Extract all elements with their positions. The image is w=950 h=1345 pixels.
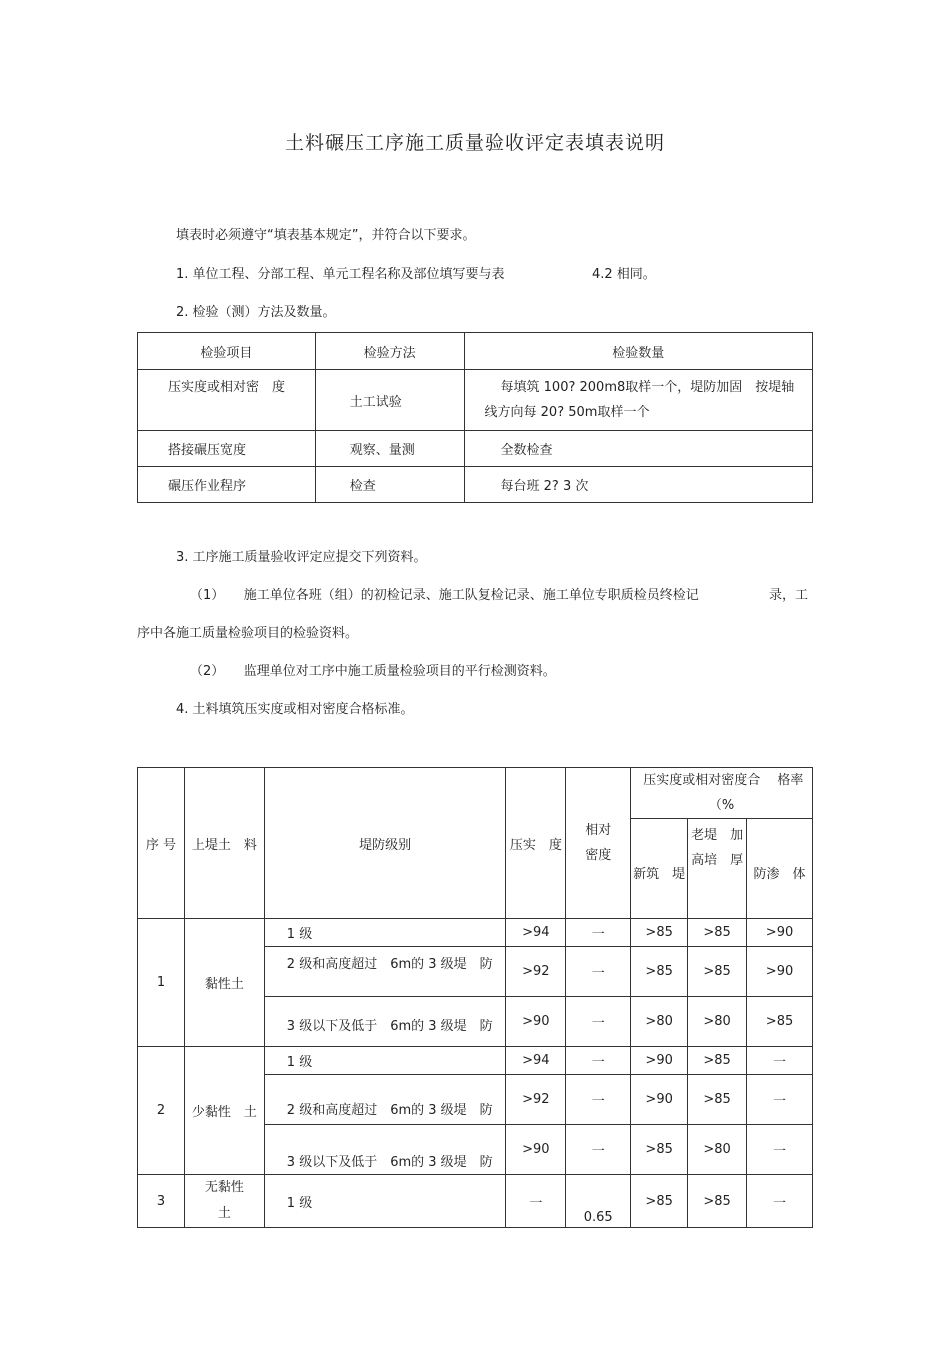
seepage-cell: >90 xyxy=(747,919,813,947)
relative-cell: 一 xyxy=(566,1075,631,1125)
relative-cell: 一 xyxy=(566,1125,631,1175)
level-cell: 1 级 xyxy=(264,1047,506,1075)
quantity-line-2: 线方向每 20? 50m取样一个 xyxy=(484,405,650,420)
level-cell: 2 级和高度超过 6m的 3 级堤 防 xyxy=(264,947,506,997)
header-seepage: 防渗 体 xyxy=(747,819,813,919)
old-cell: >85 xyxy=(688,947,747,997)
seepage-cell: >85 xyxy=(747,997,813,1047)
item-1-ref: 4.2 相同。 xyxy=(592,267,656,282)
header-method: 检验方法 xyxy=(315,333,464,370)
soil-line-1: 无黏性 xyxy=(204,1180,244,1195)
level-cell: 3 级以下及低于 6m的 3 级堤 防 xyxy=(264,997,506,1047)
compaction-cell: >94 xyxy=(506,919,566,947)
item-3-1-cont: 序中各施工质量检验项目的检验资料。 xyxy=(137,626,359,641)
new-cell: >90 xyxy=(631,1047,688,1075)
item-3-text: 3. 工序施工质量验收评定应提交下列资料。 xyxy=(176,550,427,565)
header-pass-rate xyxy=(631,768,813,819)
new-cell: >90 xyxy=(631,1075,688,1125)
table-cell: 碾压作业程序 xyxy=(138,467,316,503)
item-3-1-tail: 录，工 xyxy=(769,588,809,603)
seepage-cell: 一 xyxy=(747,1175,813,1228)
compaction-cell: >94 xyxy=(506,1047,566,1075)
header-item: 检验项目 xyxy=(138,333,316,370)
old-cell: >80 xyxy=(688,997,747,1047)
seepage-cell: 一 xyxy=(747,1125,813,1175)
new-cell: >85 xyxy=(631,947,688,997)
seq-cell: 1 xyxy=(138,919,185,1047)
intro-text: 填表时必须遵守“填表基本规定”，并符合以下要求。 xyxy=(176,228,476,243)
soil-cell: 黏性土 xyxy=(184,919,264,1047)
header-new-dike: 新筑 堤 xyxy=(631,819,688,919)
table-cell xyxy=(464,370,812,431)
relative-cell: 一 xyxy=(566,947,631,997)
compaction-cell: >90 xyxy=(506,1125,566,1175)
table-cell: 土工试验 xyxy=(315,370,464,431)
header-level: 堤防级别 xyxy=(264,768,506,919)
quantity-line-1: 每填筑 100? 200m8取样一个，堤防加固 按堤轴 xyxy=(500,380,795,395)
compaction-cell: 一 xyxy=(506,1175,566,1228)
table-cell: 搭接碾压宽度 xyxy=(138,431,316,467)
table-cell: 压实度或相对密 度 xyxy=(138,370,316,431)
new-cell: >80 xyxy=(631,997,688,1047)
item-4-text: 4. 土料填筑压实度或相对密度合格标准。 xyxy=(176,702,414,717)
table-cell: 每台班 2? 3 次 xyxy=(464,467,812,503)
old-cell: >80 xyxy=(688,1125,747,1175)
header-soil: 上堤土 料 xyxy=(184,768,264,919)
new-cell: >85 xyxy=(631,919,688,947)
item-1-text: 1. 单位工程、分部工程、单元工程名称及部位填写要与表 xyxy=(176,267,505,282)
new-cell: >85 xyxy=(631,1175,688,1228)
table-cell: 全数检查 xyxy=(464,431,812,467)
soil-line-2: 土 xyxy=(217,1206,231,1221)
level-cell: 2 级和高度超过 6m的 3 级堤 防 xyxy=(264,1075,506,1125)
header-quantity: 检验数量 xyxy=(464,333,812,370)
header-relative-density xyxy=(566,768,631,919)
seepage-cell: 一 xyxy=(747,1047,813,1075)
new-cell: >85 xyxy=(631,1125,688,1175)
table-cell: 检查 xyxy=(315,467,464,503)
item-3-2-text: （2） 监理单位对工序中施工质量检验项目的平行检测资料。 xyxy=(190,664,556,679)
header-compaction: 压实 度 xyxy=(506,768,566,919)
inspection-method-table xyxy=(137,332,813,503)
seq-cell: 2 xyxy=(138,1047,185,1175)
old-cell: >85 xyxy=(688,1047,747,1075)
page-title: 土料碾压工序施工质量验收评定表填表说明 xyxy=(284,132,665,154)
relative-cell: 一 xyxy=(566,1047,631,1075)
old-cell: >85 xyxy=(688,1075,747,1125)
header-old-line-2: 高培 厚 xyxy=(691,853,744,868)
compaction-cell: >92 xyxy=(506,1075,566,1125)
seepage-cell: 一 xyxy=(747,1075,813,1125)
header-relative-line-1: 相对 xyxy=(585,823,612,838)
item-2-text: 2. 检验（测）方法及数量。 xyxy=(176,305,336,320)
level-cell: 1 级 xyxy=(264,1175,506,1228)
level-cell: 1 级 xyxy=(264,919,506,947)
soil-cell xyxy=(184,1175,264,1228)
level-cell: 3 级以下及低于 6m的 3 级堤 防 xyxy=(264,1125,506,1175)
seq-cell: 3 xyxy=(138,1175,185,1228)
header-old-dike xyxy=(688,819,747,919)
compaction-cell: >92 xyxy=(506,947,566,997)
compaction-cell: >90 xyxy=(506,997,566,1047)
header-pass-rate-line-1: 压实度或相对密度合 格率 xyxy=(643,773,804,788)
old-cell: >85 xyxy=(688,1175,747,1228)
old-cell: >85 xyxy=(688,919,747,947)
header-seq: 序 号 xyxy=(138,768,185,919)
item-3-1-text: （1） 施工单位各班（组）的初检记录、施工队复检记录、施工单位专职质检员终检记 xyxy=(190,588,699,603)
soil-cell: 少黏性 土 xyxy=(184,1047,264,1175)
relative-cell: 0.65 xyxy=(566,1175,631,1228)
relative-cell: 一 xyxy=(566,997,631,1047)
header-pass-rate-line-2: （% xyxy=(708,798,735,813)
seepage-cell: >90 xyxy=(747,947,813,997)
table-cell: 观察、量测 xyxy=(315,431,464,467)
header-old-line-1: 老堤 加 xyxy=(691,828,744,843)
relative-cell: 一 xyxy=(566,919,631,947)
compaction-standard-table xyxy=(137,767,813,1228)
header-relative-line-2: 密度 xyxy=(585,848,612,863)
